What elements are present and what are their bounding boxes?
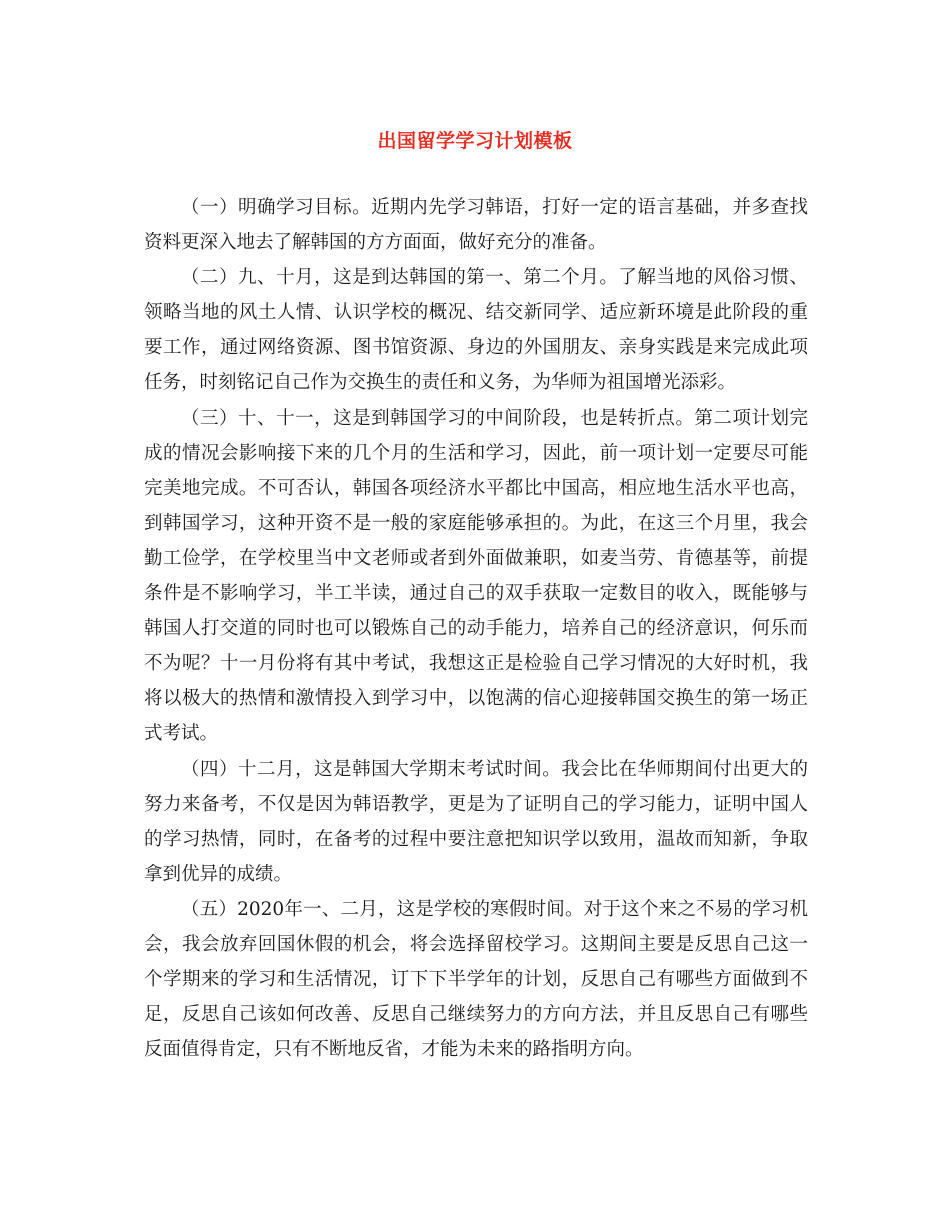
document-title: 出国留学学习计划模板: [377, 130, 573, 152]
document-body: [144, 190, 808, 1067]
paragraph-4: （四）十二月，这是韩国大学期末考试时间。我会比在华师期间付出更大的努力来备考，不仅是因为韩语教学，更是为了证明自己的学习能力，证明中国人的学习热情，同时，在备考的过程中要注意把知识学以致用，温故而知新，争取拿到优异的成绩。: [144, 758, 808, 885]
paragraph-5: （五）2020年一、二月，这是学校的寒假时间。对于这个来之不易的学习机会，我会放弃回国休假的机会，将会选择留校学习。这期间主要是反思自己这一个学期来的学习和生活情况，订下下半学年的计划，反思自己有哪些方面做到不足，反思自己该如何改善、反思自己继续努力的方向方法，并且反思自己有哪些反面值得肯定，只有不断地反省，才能为未来的路指明方向。: [144, 898, 808, 1061]
paragraph-2: （二）九、十月，这是到达韩国的第一、第二个月。了解当地的风俗习惯、领略当地的风土人情、认识学校的概况、结交新同学、适应新环境是此阶段的重要工作，通过网络资源、图书馆资源、身边的外国朋友、亲身实践是来完成此项任务，时刻铭记自己作为交换生的责任和义务，为华师为祖国增光添彩。: [144, 267, 808, 394]
paragraph-1: （一）明确学习目标。近期内先学习韩语，打好一定的语言基础，并多查找资料更深入地去了解韩国的方方面面，做好充分的准备。: [144, 197, 808, 254]
paragraph-3: （三）十、十一，这是到韩国学习的中间阶段，也是转折点。第二项计划完成的情况会影响接下来的几个月的生活和学习，因此，前一项计划一定要尽可能完美地完成。不可否认，韩国各项经济水平都比中国高，相应地生活水平也高，到韩国学习，这种开资不是一般的家庭能够承担的。为此，在这三个月里，我会勤工俭学，在学校里当中文老师或者到外面做兼职，如麦当劳、肯德基等，前提条件是不影响学习，半工半读，通过自己的双手获取一定数目的收入，既能够与韩国人打交道的同时也可以锻炼自己的动手能力，培养自己的经济意识，何乐而不为呢？十一月份将有其中考试，我想这正是检验自己学习情况的大好时机，我将以极大的热情和激情投入到学习中，以饱满的信心迎接韩国交换生的第一场正式考试。: [144, 407, 808, 745]
